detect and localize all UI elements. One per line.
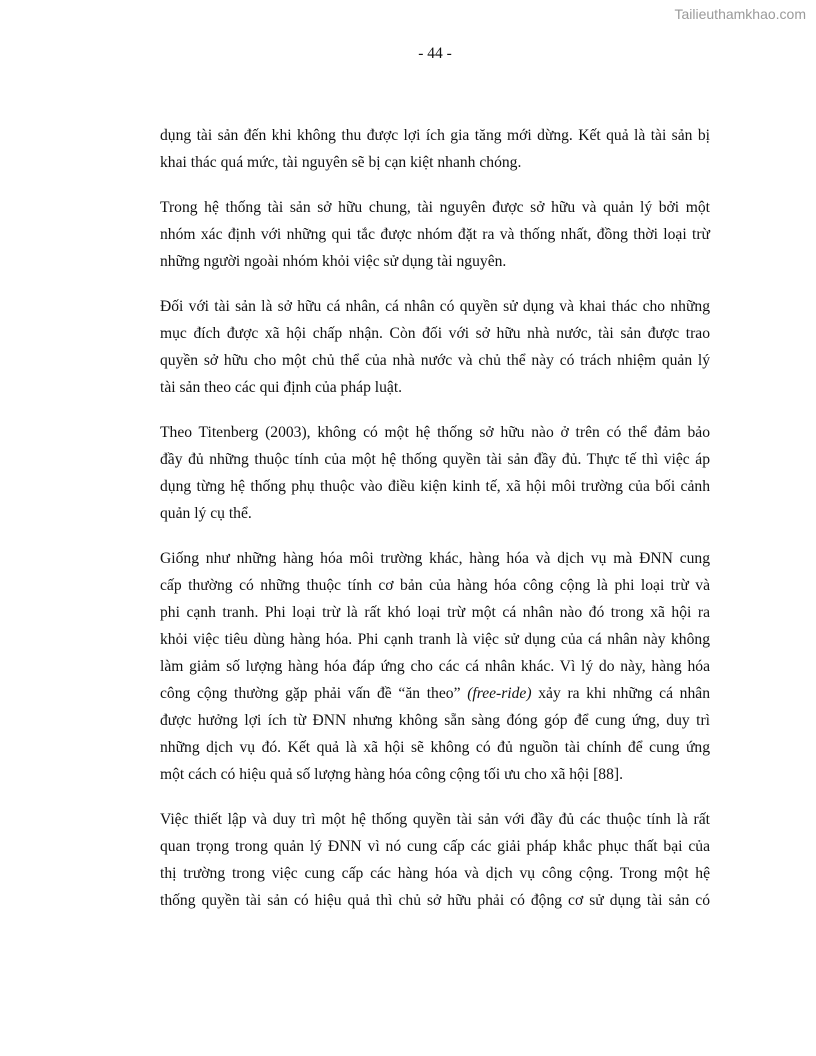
text-line: Theo Titenberg (2003), không có một hệ thống sở hữu nào ở trên có thể đảm bảo [160, 424, 710, 441]
paragraph [160, 808, 710, 916]
text-line: phi cạnh tranh. Phi loại trừ là rất khó loại trừ một cá nhân nào đó trong xã hội ra [160, 604, 710, 621]
text-line: Trong hệ thống tài sản sở hữu chung, tài nguyên được sở hữu và quản lý bởi một [160, 199, 710, 216]
text-line: quyền sở hữu cho một chủ thể của nhà nước và chủ thể này có trách nhiệm quản lý [160, 352, 710, 369]
text-line: dụng tài sản đến khi không thu được lợi ích gia tăng mới dừng. Kết quả là tài sản bị [160, 127, 710, 144]
watermark: Tailieuthamkhao.com [674, 6, 806, 22]
text-line: dụng từng hệ thống phụ thuộc vào điều kiện kinh tế, xã hội môi trường của bối cảnh [160, 478, 710, 495]
text-segment: công cộng thường gặp phải vấn đề “ăn theo” [160, 685, 468, 702]
paragraph [160, 421, 710, 529]
text-line: làm giảm số lượng hàng hóa đáp ứng cho các cá nhân khác. Vì lý do này, hàng hóa [160, 658, 710, 675]
text-line: Đối với tài sản là sở hữu cá nhân, cá nhân có quyền sử dụng và khai thác cho những [160, 298, 710, 315]
paragraph [160, 196, 710, 277]
text-segment: xảy ra khi những cá nhân [531, 685, 710, 702]
text-line: thống quyền tài sản có hiệu quả thì chủ sở hữu phải có động cơ sử dụng tài sản có [160, 892, 710, 909]
text-line [160, 682, 710, 709]
text-line: thị trường trong việc cung cấp các hàng hóa và dịch vụ công cộng. Trong một hệ [160, 865, 710, 882]
text-line: những dịch vụ đó. Kết quả là xã hội sẽ không có đủ nguồn tài chính để cung ứng [160, 739, 710, 756]
text-line: đầy đủ những thuộc tính của một hệ thống quyền tài sản đầy đủ. Thực tế thì việc áp [160, 451, 710, 468]
paragraph [160, 547, 710, 790]
text-line: mục đích được xã hội chấp nhận. Còn đối với sở hữu nhà nước, tài sản được trao [160, 325, 710, 342]
page-number: - 44 - [418, 45, 452, 62]
paragraph [160, 295, 710, 403]
paragraph [160, 124, 710, 178]
text-line: Giống như những hàng hóa môi trường khác, hàng hóa và dịch vụ mà ĐNN cung [160, 550, 710, 567]
text-line: quan trọng trong quản lý ĐNN vì nó cung cấp các giải pháp khắc phục thất bại của [160, 838, 710, 855]
text-line: khai thác quá mức, tài nguyên sẽ bị cạn kiệt nhanh chóng. [160, 154, 522, 171]
text-line: quản lý cụ thể. [160, 505, 252, 522]
italic-term: (free-ride) [467, 685, 532, 702]
text-line: cấp thường có những thuộc tính cơ bản của hàng hóa công cộng là phi loại trừ và [160, 577, 710, 594]
text-line: những người ngoài nhóm khỏi việc sử dụng tài nguyên. [160, 253, 507, 270]
text-line: tài sản theo các qui định của pháp luật. [160, 379, 403, 396]
text-line-content [160, 685, 710, 702]
text-line: khỏi việc tiêu dùng hàng hóa. Phi cạnh tranh là việc sử dụng của cá nhân này không [160, 631, 710, 648]
document-body [160, 124, 710, 934]
text-line: Việc thiết lập và duy trì một hệ thống quyền tài sản với đầy đủ các thuộc tính là rất [160, 811, 710, 828]
text-line: nhóm xác định với những qui tắc được nhóm đặt ra và thống nhất, đồng thời loại trừ [160, 226, 710, 243]
text-line: được hưởng lợi ích từ ĐNN nhưng không sẵn sàng đóng góp để cung ứng, duy trì [160, 712, 710, 729]
text-line: một cách có hiệu quả số lượng hàng hóa công cộng tối ưu cho xã hội [88]. [160, 766, 623, 783]
